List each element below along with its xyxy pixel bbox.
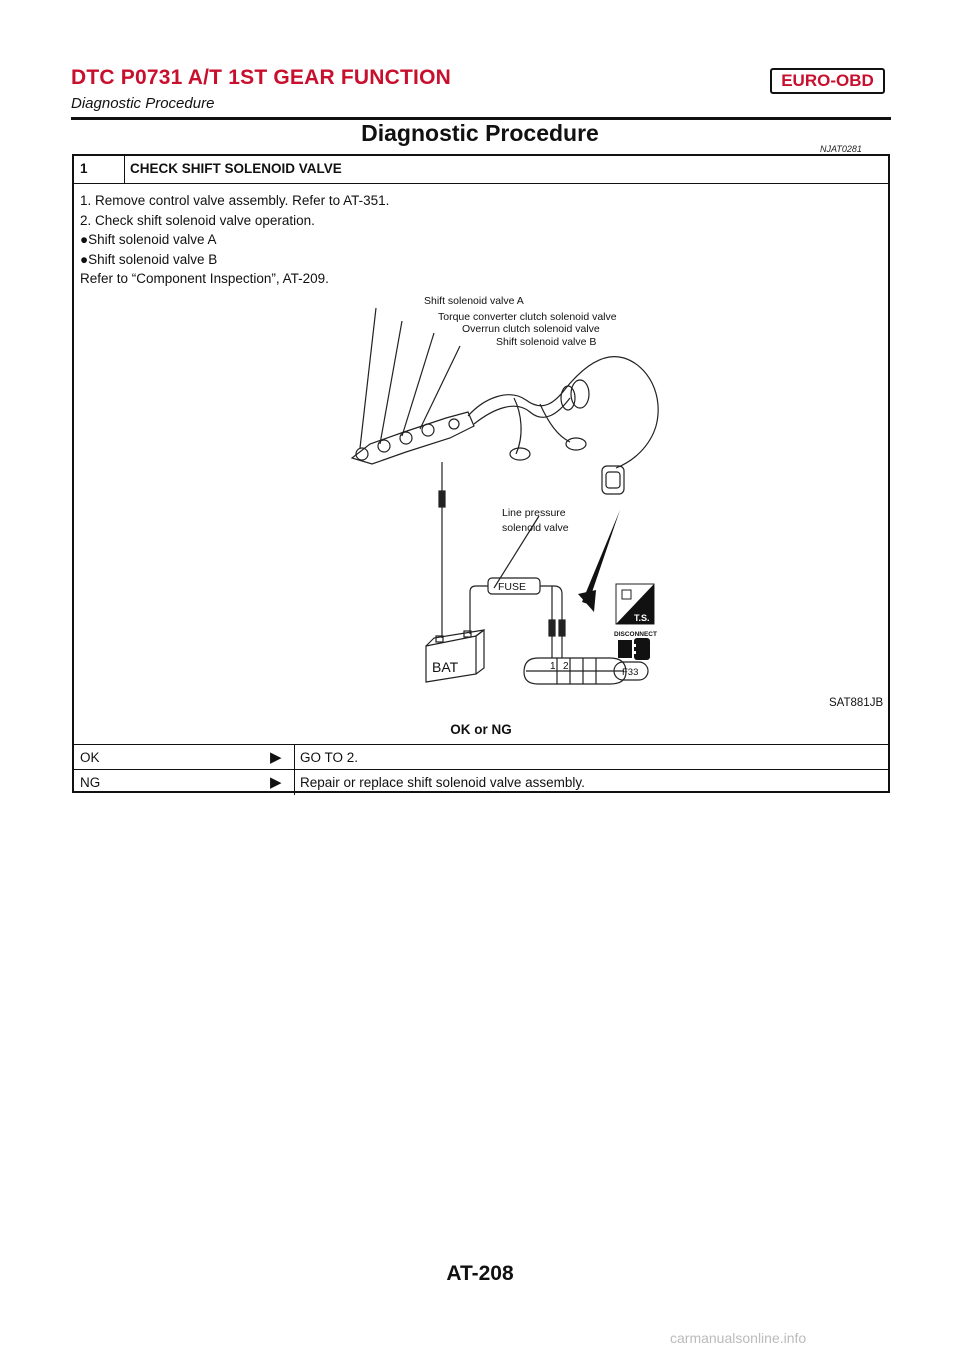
result-label: OK [80, 750, 100, 765]
label-line-pressure-2: solenoid valve [502, 522, 569, 534]
page-header-title: DTC P0731 A/T 1ST GEAR FUNCTION [71, 66, 451, 89]
step-header-row [74, 156, 888, 184]
disconnect-label: DISCONNECT [614, 631, 657, 638]
diagnostic-step-table [72, 154, 890, 793]
label-shift-solenoid-b: Shift solenoid valve B [496, 336, 597, 348]
instruction-line: Refer to “Component Inspection”, AT-209. [80, 271, 329, 286]
result-action: Repair or replace shift solenoid valve assembly. [300, 775, 585, 790]
label-line-pressure-1: Line pressure [502, 507, 566, 519]
arrow-right-icon: ▶ [270, 749, 282, 766]
watermark: carmanualsonline.info [670, 1330, 807, 1346]
result-label: NG [80, 775, 101, 790]
label-pin-2: 2 [563, 661, 569, 672]
instruction-line: ●Shift solenoid valve B [80, 251, 218, 267]
step-instructions [80, 191, 389, 289]
label-overrun-clutch: Overrun clutch solenoid valve [462, 323, 600, 335]
instruction-line: ●Shift solenoid valve A [80, 232, 217, 247]
result-row-ng [74, 769, 888, 795]
label-fuse: FUSE [498, 581, 527, 593]
result-question: OK or NG [450, 722, 512, 737]
page-header-subtitle: Diagnostic Procedure [71, 95, 215, 112]
label-pin-1: 1 [550, 661, 556, 672]
figure-id: SAT881JB [829, 697, 884, 709]
label-shift-solenoid-a: Shift solenoid valve A [424, 295, 524, 307]
section-code: NJAT0281 [820, 144, 862, 154]
step-number: 1 [80, 161, 88, 176]
label-battery: BAT [432, 659, 459, 675]
ts-label: T.S. [634, 613, 650, 623]
page-number: AT-208 [446, 1262, 514, 1285]
step-title: CHECK SHIFT SOLENOID VALVE [130, 161, 342, 176]
euro-obd-badge: EURO-OBD [770, 68, 885, 94]
row-divider [294, 745, 295, 770]
result-row-ok [74, 744, 888, 770]
solenoid-test-diagram [344, 286, 704, 696]
row-divider [294, 770, 295, 795]
disconnect-icon [618, 638, 650, 660]
instruction-line: 1. Remove control valve assembly. Refer to AT-351. [80, 193, 390, 208]
instruction-line: 2. Check shift solenoid valve operation. [80, 212, 315, 228]
label-torque-converter: Torque converter clutch solenoid valve [438, 311, 617, 323]
arrow-right-icon: ▶ [270, 774, 282, 791]
label-connector-f33: F33 [622, 667, 639, 678]
section-title: Diagnostic Procedure [361, 120, 599, 146]
result-action: GO TO 2. [300, 750, 359, 765]
header-divider [124, 156, 125, 183]
